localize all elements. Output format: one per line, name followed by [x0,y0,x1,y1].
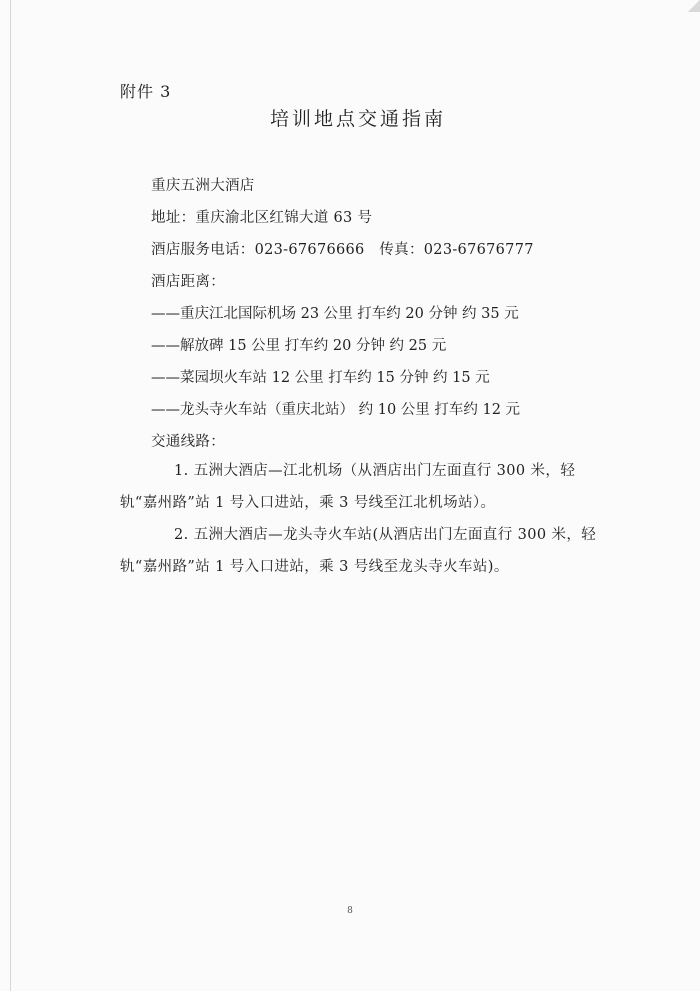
route-item: 1. 五洲大酒店—江北机场（从酒店出门左面直行 300 米，轻轨“嘉州路”站 1 号入口进站，乘 3 号线至江北机场站）。 [120,463,576,511]
page-number: 8 [347,906,353,916]
route-item: 2. 五洲大酒店—龙头寺火车站(从酒店出门左面直行 300 米，轻轨“嘉州路”站 1 号入口进站，乘 3 号线至龙头寺火车站)。 [120,527,597,575]
document-title: 培训地点交通指南 [269,108,446,130]
distance-item: ——龙头寺火车站（重庆北站） 约 10 公里 打车约 12 元 [151,402,521,418]
hotel-address: 地址：重庆渝北区红锦大道 63 号 [151,210,373,226]
distance-heading: 酒店距离： [151,274,225,290]
attachment-label: 附件 3 [120,82,172,101]
distance-item: ——重庆江北国际机场 23 公里 打车约 20 分钟 约 35 元 [151,306,519,322]
hotel-name: 重庆五洲大酒店 [151,178,255,194]
distance-item: ——菜园坝火车站 12 公里 打车约 15 分钟 约 15 元 [151,370,490,386]
routes-heading: 交通线路： [151,434,225,450]
distance-item: ——解放碑 15 公里 打车约 20 分钟 约 25 元 [151,338,447,354]
hotel-phone-fax: 酒店服务电话：023-67676666 传真：023-67676777 [151,242,534,258]
